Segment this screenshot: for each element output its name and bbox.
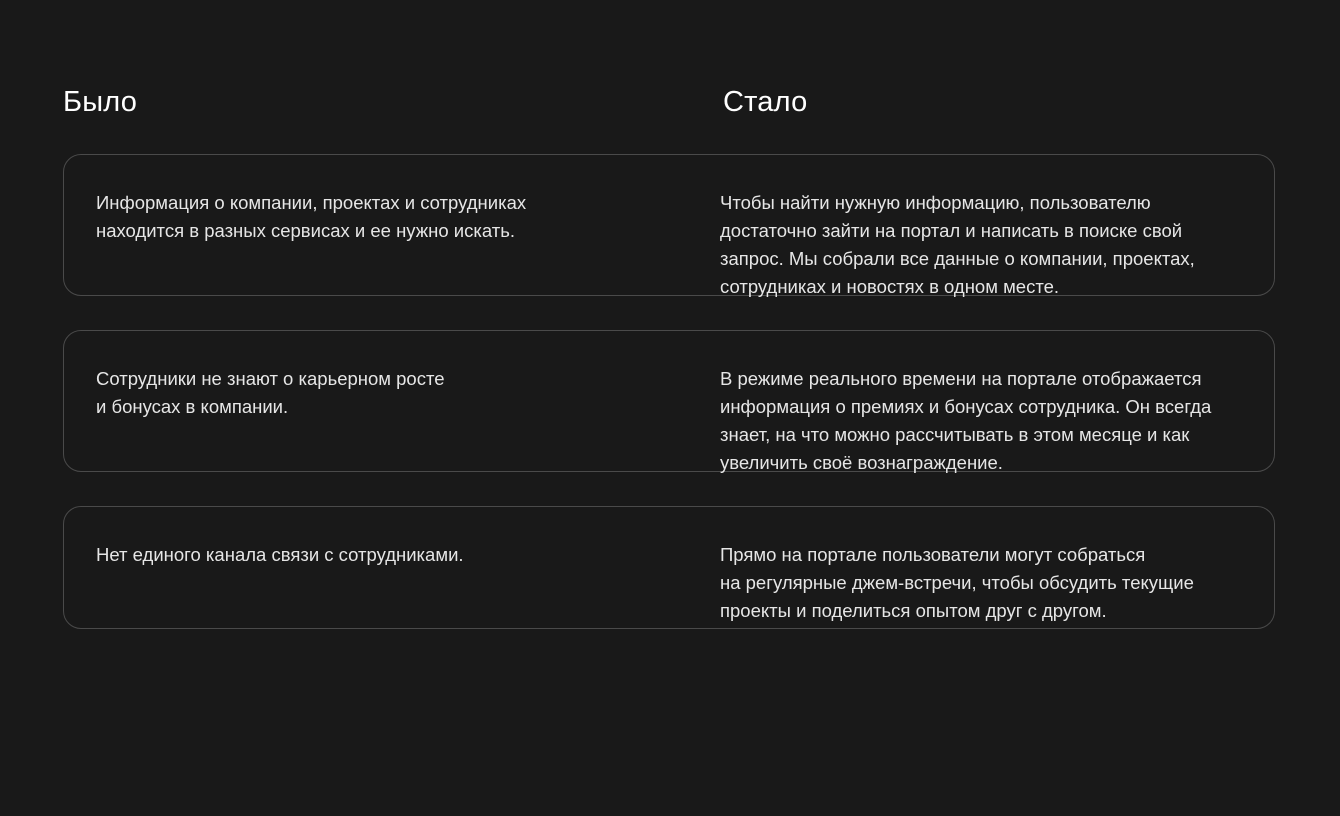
- after-text: В режиме реального времени на портале отображается информация о премиях и бонусах сотрудника. Он всегда знает, на что можно рассчитывать в этом месяце и как увеличить своё вознаграждение.: [720, 368, 1212, 473]
- after-text: Прямо на портале пользователи могут собраться на регулярные джем-встречи, чтобы обсудить текущие проекты и поделиться опытом друг с другом.: [720, 544, 1194, 621]
- comparison-card: [63, 330, 1275, 472]
- heading-before: Было: [63, 86, 138, 118]
- comparison-card: [63, 154, 1275, 296]
- comparison-card: [63, 506, 1275, 629]
- heading-after: Стало: [723, 86, 808, 118]
- before-text: Информация о компании, проектах и сотрудниках находится в разных сервисах и ее нужно искать.: [96, 192, 527, 241]
- after-text: Чтобы найти нужную информацию, пользователю достаточно зайти на портал и написать в поиске свой запрос. Мы собрали все данные о компании, проектах, сотрудниках и новостях в одном месте.: [720, 192, 1195, 297]
- before-text: Сотрудники не знают о карьерном росте и бонусах в компании.: [96, 368, 445, 417]
- before-text: Нет единого канала связи с сотрудниками.: [96, 544, 464, 565]
